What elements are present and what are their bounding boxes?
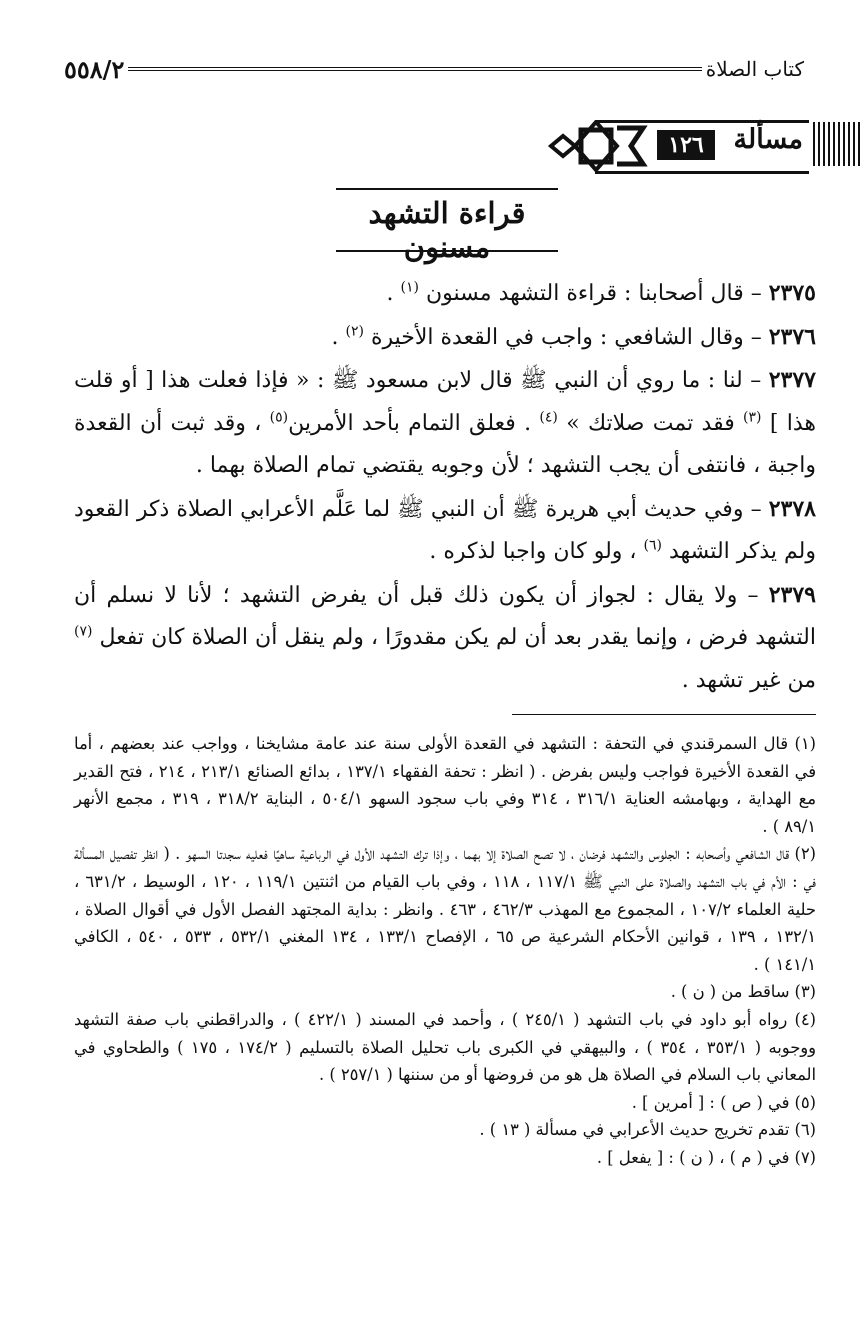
paragraph-number: ٢٣٧٨ <box>768 495 816 522</box>
footnote: (٢) قال الشافعي وأصحابه : الجلوس والتشهد فرضان ، لا تصح الصلاة إلا بهما ، وإذا ترك التشهد الأول في الرباعية ساهيًا فعليه سجدتا السهو . ( انظر تفصيل المسألة في : الأم في باب التشهد والصلاة على النبي ﷺ ١١٧/١ ، ١١٨ ، وفي باب القيام من اثنتين ١١٩/١ ، ١٢٠ ، الوسيط ، ٦٣١/٢ ، حلية العلماء ١٠٧/٢ ، المجموع مع المهذب ٤٦٢/٣ ، ٤٦٣ . وانظر : بداية المجتهد الفصل الأول في أقوال الصلاة ، ١٣٢/١ ، ١٣٩ ، قوانين الأحكام الشرعية ص ٦٥ ، الإفصاح ١٣٣/١ ، ١٣٤ المغني ٥٣٢/١ ، ٥٣٣ ، ٥٤٠ ، الكافي ١٤١/١ ) . <box>74 844 817 974</box>
footnote-rule <box>512 714 816 715</box>
footnotes <box>74 730 816 1172</box>
paragraph-text: وقال الشافعي : واجب في القعدة الأخيرة <box>370 324 744 350</box>
running-header <box>58 52 810 86</box>
paragraph <box>74 359 816 488</box>
footnote-ref[interactable]: (١) <box>400 279 419 296</box>
main-text <box>74 272 816 702</box>
footnote-ref[interactable]: (٣) <box>743 409 762 426</box>
paragraph-number: ٢٣٧٧ <box>768 367 816 393</box>
footnote: (٤) رواه أبو داود في باب التشهد ( ٢٤٥/١ ) ، وأحمد في المسند ( ٤٢٢/١ ) ، والدراقطني باب صفة التشهد ووجوبه ( ٣٥٣/١ ، ٣٥٤ ) ، والبيهقي في الكبرى باب تحليل الصلاة بالتسليم ( ١٧٤/٢ ، ١٧٥ ) والطحاوي في المعاني باب السلام في الصلاة هل هو من فروضها أو من سننها ( ٢٥٧/١ ) . <box>74 1009 816 1085</box>
paragraph-text: قال أصحابنا : قراءة التشهد مسنون <box>426 281 744 306</box>
paragraph-text: . فعلق التمام بأحد الأمرين <box>288 410 540 436</box>
dash: – <box>737 582 769 608</box>
paragraph <box>74 574 816 703</box>
paragraph <box>74 272 816 316</box>
footnote-ref[interactable]: (٢) <box>345 323 364 340</box>
masala-label: مسألة <box>733 124 803 155</box>
paragraph-text: ، وقد ثبت أن القعدة واجبة ، فانتفى أن يجب التشهد ؛ لأن وجوبه يقتضي تمام الصلاة بهما . <box>74 410 816 478</box>
dash: – <box>743 496 769 522</box>
dash: – <box>743 281 769 306</box>
header-rule <box>128 67 701 71</box>
paragraph-text: وفي حديث أبي هريرة ﷺ أن النبي ﷺ لما عَلَّم الأعرابي الصلاة ذكر القعود ولم يذكر التشهد <box>74 496 816 564</box>
masala-banner <box>545 118 865 174</box>
book-title: كتاب الصلاة <box>705 57 804 81</box>
footnote: (٦) تقدم تخريج حديث الأعرابي في مسألة ( ١٣ ) . <box>479 1120 816 1140</box>
paragraph <box>74 488 816 574</box>
chapter-title: قراءة التشهد مسنون <box>336 188 558 264</box>
dash: – <box>742 368 769 393</box>
footnote: (٥) في ( ص ) : [ أمرين ] . <box>631 1092 816 1112</box>
paragraph-text: ولا يقال : لجواز أن يكون ذلك قبل أن يفرض التشهد ؛ لأنا لا نسلم أن التشهد فرض ، وإنما يقدر بعد أن لم يكن مقدورًا ، ولم ينقل أن الصلاة كان تفعل <box>74 582 816 650</box>
footnote: (٣) ساقط من ( ن ) . <box>670 982 816 1002</box>
paragraph <box>74 316 816 360</box>
footnote-ref[interactable]: (٥) <box>269 409 289 426</box>
knot-ornament-icon <box>547 120 651 172</box>
paragraph-text: من غير تشهد . <box>681 667 816 693</box>
paragraph-text: ، ولو كان واجبا لذكره . <box>429 539 644 564</box>
footnote-ref[interactable]: (٧) <box>74 623 93 640</box>
paragraph-text: . <box>386 281 401 306</box>
paragraph-number: ٢٣٧٦ <box>768 323 816 350</box>
paragraph-text: فقد تمت صلاتك » <box>566 410 744 436</box>
footnote: (١) قال السمرقندي في التحفة : التشهد في القعدة الأولى سنة عند عامة مشايخنا ، وواجب عند بعضهم ، أما في القعدة الأخيرة فواجب وليس بفرض . ( انظر : تحفة الفقهاء ١٣٧/١ ، بدائع الصنائع ٢١٣/١ ، ٢١٤ ، فتح القدير مع الهداية ، وبهامشه العناية ٣١٦/١ ، ٣١٤ وفي باب سجود السهو ٥٠٤/١ ، البناية ٣١٨/٢ ، ٣١٩ ، مجمع الأنهر ٨٩/١ ) . <box>74 734 817 836</box>
dash: – <box>743 324 769 350</box>
footnote: (٧) في ( م ) ، ( ن ) : [ يفعل ] . <box>596 1147 816 1167</box>
footnote-ref[interactable]: (٤) <box>539 409 558 426</box>
striped-ornament <box>813 122 861 166</box>
paragraph-text: لنا : ما روي أن النبي ﷺ قال لابن مسعود ﷺ : « فإذا فعلت هذا [ أو قلت هذا ] <box>74 368 816 436</box>
paragraph-number: ٢٣٧٩ <box>768 581 816 608</box>
title-underline <box>336 250 558 252</box>
masala-number: ١٢٦ <box>657 130 715 160</box>
paragraph-number: ٢٣٧٥ <box>768 280 816 306</box>
footnote-ref[interactable]: (٦) <box>643 537 662 554</box>
paragraph-text: . <box>331 324 346 350</box>
page-number: ٥٥٨/٢ <box>64 54 125 84</box>
